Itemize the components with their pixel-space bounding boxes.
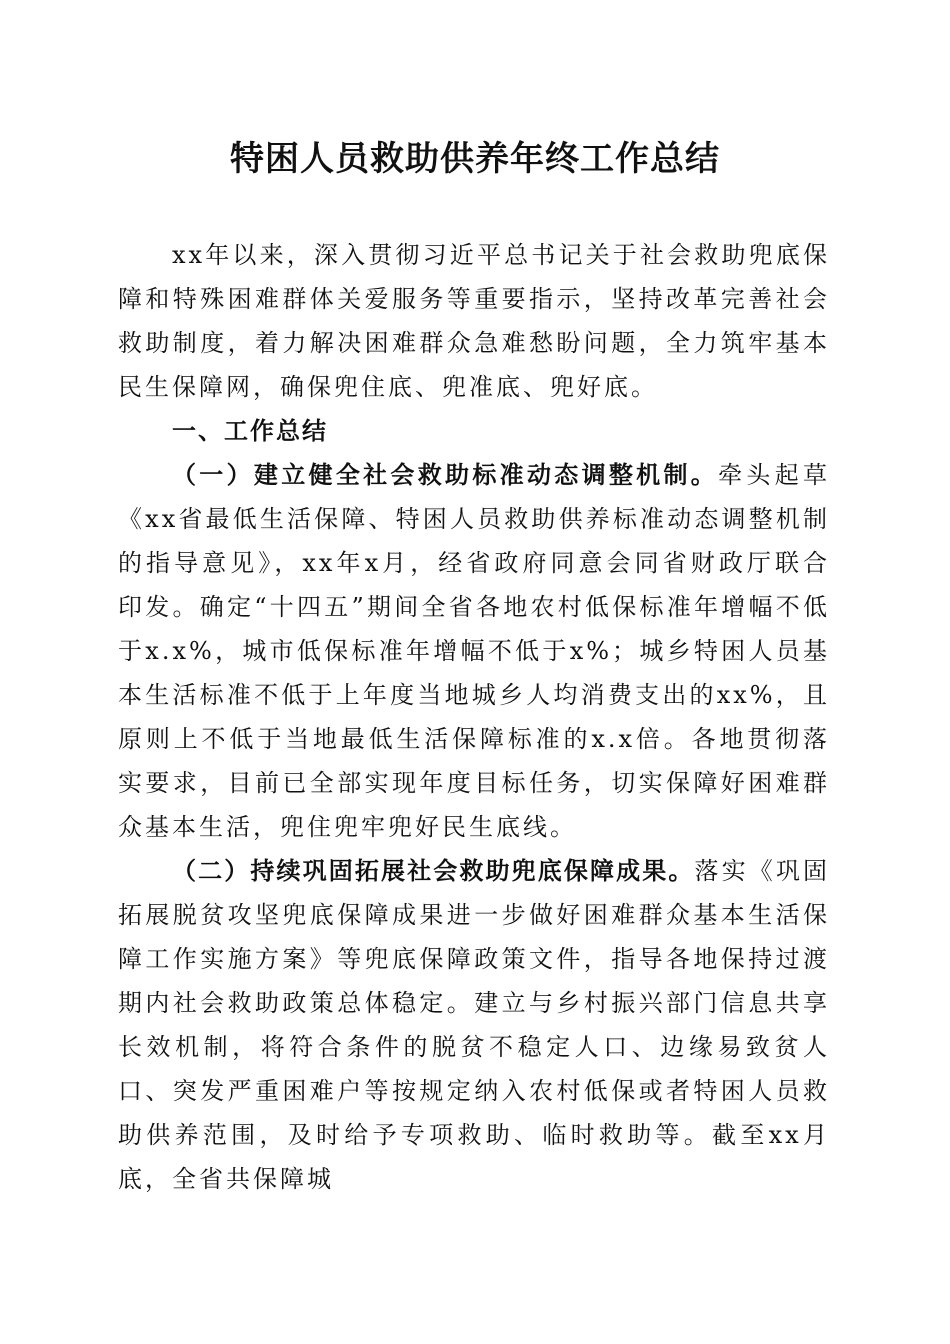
section-heading-work-summary: 一、工作总结 [172,417,328,445]
item-1-heading: （一）建立健全社会救助标准动态调整机制。 [172,461,719,489]
document-body [118,233,830,1201]
intro-paragraph: xx年以来，深入贯彻习近平总书记关于社会救助兜底保障和特殊困难群体关爱服务等重要指示，坚持改革完善社会救助制度，着力解决困难群众急难愁盼问题，全力筑牢基本民生保障网，确保兜住底、兜准底、兜好底。 [118,241,830,401]
item-2-paragraph [118,849,830,1201]
item-2-body: 落实《巩固拓展脱贫攻坚兜底保障成果进一步做好困难群众基本生活保障工作实施方案》等兜底保障政策文件，指导各地保持过渡期内社会救助政策总体稳定。建立与乡村振兴部门信息共享长效机制，将符合条件的脱贫不稳定人口、边缘易致贫人口、突发严重困难户等按规定纳入农村低保或者特困人员救助供养范围，及时给予专项救助、临时救助等。截至xx月底，全省共保障城 [118,857,830,1193]
item-1-body: 牵头起草《xx省最低生活保障、特困人员救助供养标准动态调整机制的指导意见》，xx年x月，经省政府同意会同省财政厅联合印发。确定“十四五”期间全省各地农村低保标准年增幅不低于x.x%，城市低保标准年增幅不低于x%；城乡特困人员基本生活标准不低于上年度当地城乡人均消费支出的xx%，且原则上不低于当地最低生活保障标准的x.x倍。各地贯彻落实要求，目前已全部实现年度目标任务，切实保障好困难群众基本生活，兜住兜牢兜好民生底线。 [118,461,831,841]
item-1-paragraph [118,453,830,849]
document-title: 特困人员救助供养年终工作总结 [230,139,720,179]
item-2-heading: （二）持续巩固拓展社会救助兜底保障成果。 [172,857,695,885]
